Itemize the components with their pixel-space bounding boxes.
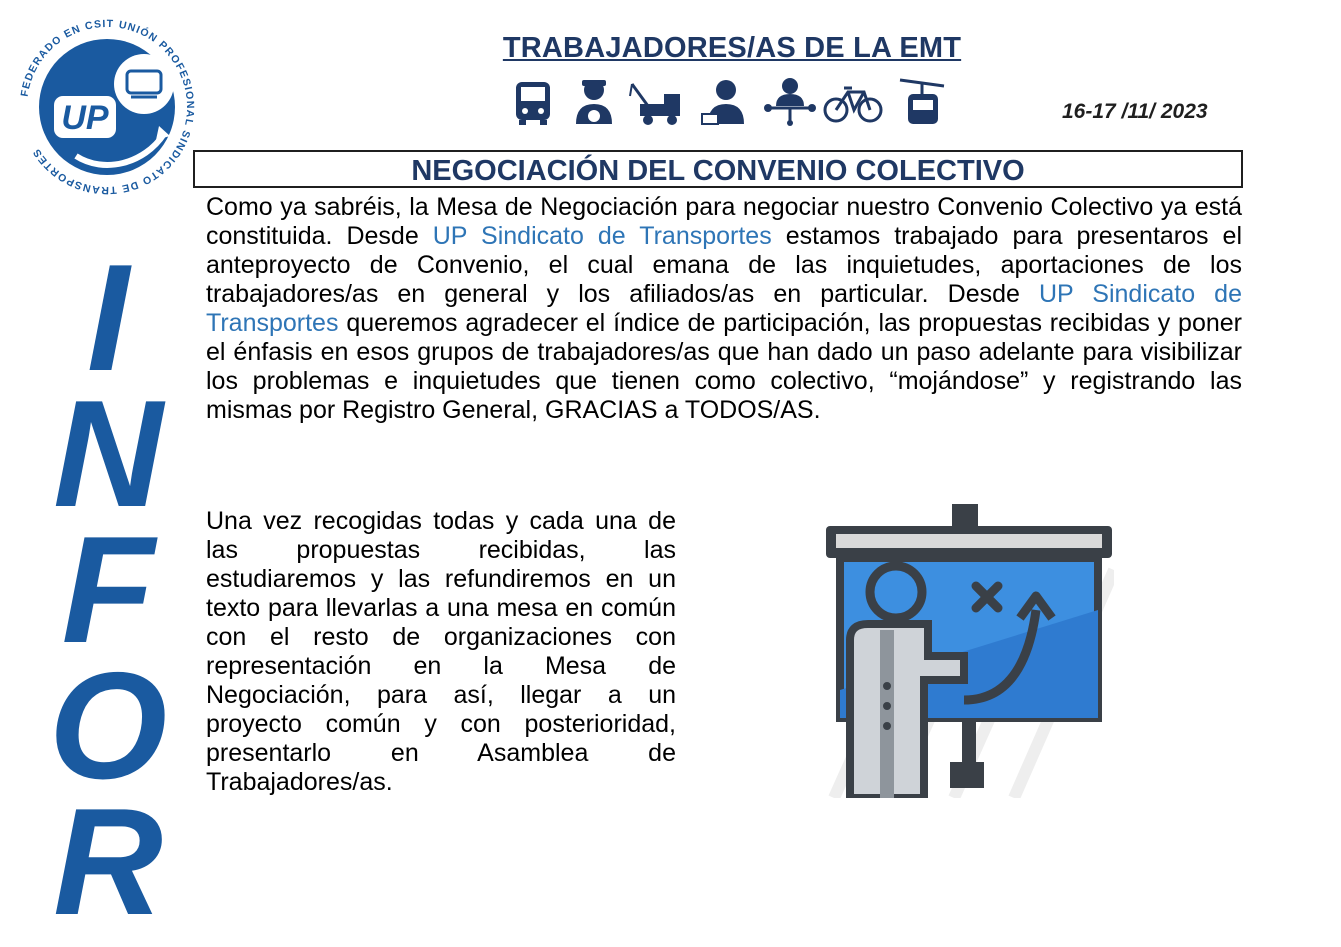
section-banner: NEGOCIACIÓN DEL CONVENIO COLECTIVO bbox=[193, 150, 1243, 188]
logo-center-text: UP bbox=[61, 99, 109, 137]
union-logo bbox=[14, 14, 200, 200]
tow-truck-icon bbox=[630, 84, 680, 125]
paragraph-text: queremos agradecer el índice de participación, las propuestas recibidas y poner el énfasis en esos grupos de trabajadores/as que han dado un paso adelante para visibilizar los problemas e inquietudes que tienen como colectivo, “mojándose” y registrando las mismas por Registro General, GRACIAS a TODOS/AS. bbox=[206, 309, 1242, 424]
vertical-info-word bbox=[48, 233, 168, 947]
vertical-letter: N bbox=[53, 369, 163, 539]
paragraph-text: estamos trabajado para presentaros el anteproyecto de Convenio, el cual emana de las inquietudes, aportaciones de los trabajadores/as en general y los afiliados/as en particular. Desde bbox=[206, 222, 1242, 308]
vertical-letter: F bbox=[61, 505, 155, 675]
paragraph-text: Como ya sabréis, la Mesa de Negociación para negociar nuestro Convenio Colectivo ya está constituida. Desde bbox=[206, 193, 1242, 250]
vertical-letter: R bbox=[53, 777, 163, 947]
cable-car-icon bbox=[900, 80, 944, 124]
union-name-link: UP Sindicato de Transportes bbox=[432, 222, 772, 250]
second-paragraph: Una vez recogidas todas y cada una de las propuestas recibidas, las estudiaremos y las refundiremos en un texto para llevarlas a una mesa en común con el resto de organizaciones con representación en la Mesa de Negociación, para así, llegar a un proyecto común y con posterioridad, presentarlo en Asamblea de Trabajadores/as. bbox=[206, 507, 676, 796]
vertical-letter: O bbox=[48, 641, 168, 811]
mechanic-icon bbox=[702, 80, 744, 124]
transport-icons-row bbox=[514, 76, 954, 126]
presentation-board-illustration bbox=[814, 500, 1114, 798]
bicycle-icon bbox=[825, 88, 881, 121]
page-title: TRABAJADORES/AS DE LA EMT bbox=[502, 32, 962, 64]
network-person-icon bbox=[764, 78, 816, 126]
vertical-letter: I bbox=[86, 233, 130, 403]
logo-ring-text: FEDERADO EN CSIT UNIÓN PROFESIONAL SINDICATO DE TRANSPORTES bbox=[18, 17, 197, 197]
driver-icon bbox=[576, 80, 612, 124]
union-name-link: UP Sindicato de Transportes bbox=[206, 280, 1242, 337]
intro-paragraph bbox=[206, 193, 1242, 425]
bus-icon bbox=[516, 82, 550, 125]
issue-date: 16-17 /11/ 2023 bbox=[1062, 100, 1208, 123]
